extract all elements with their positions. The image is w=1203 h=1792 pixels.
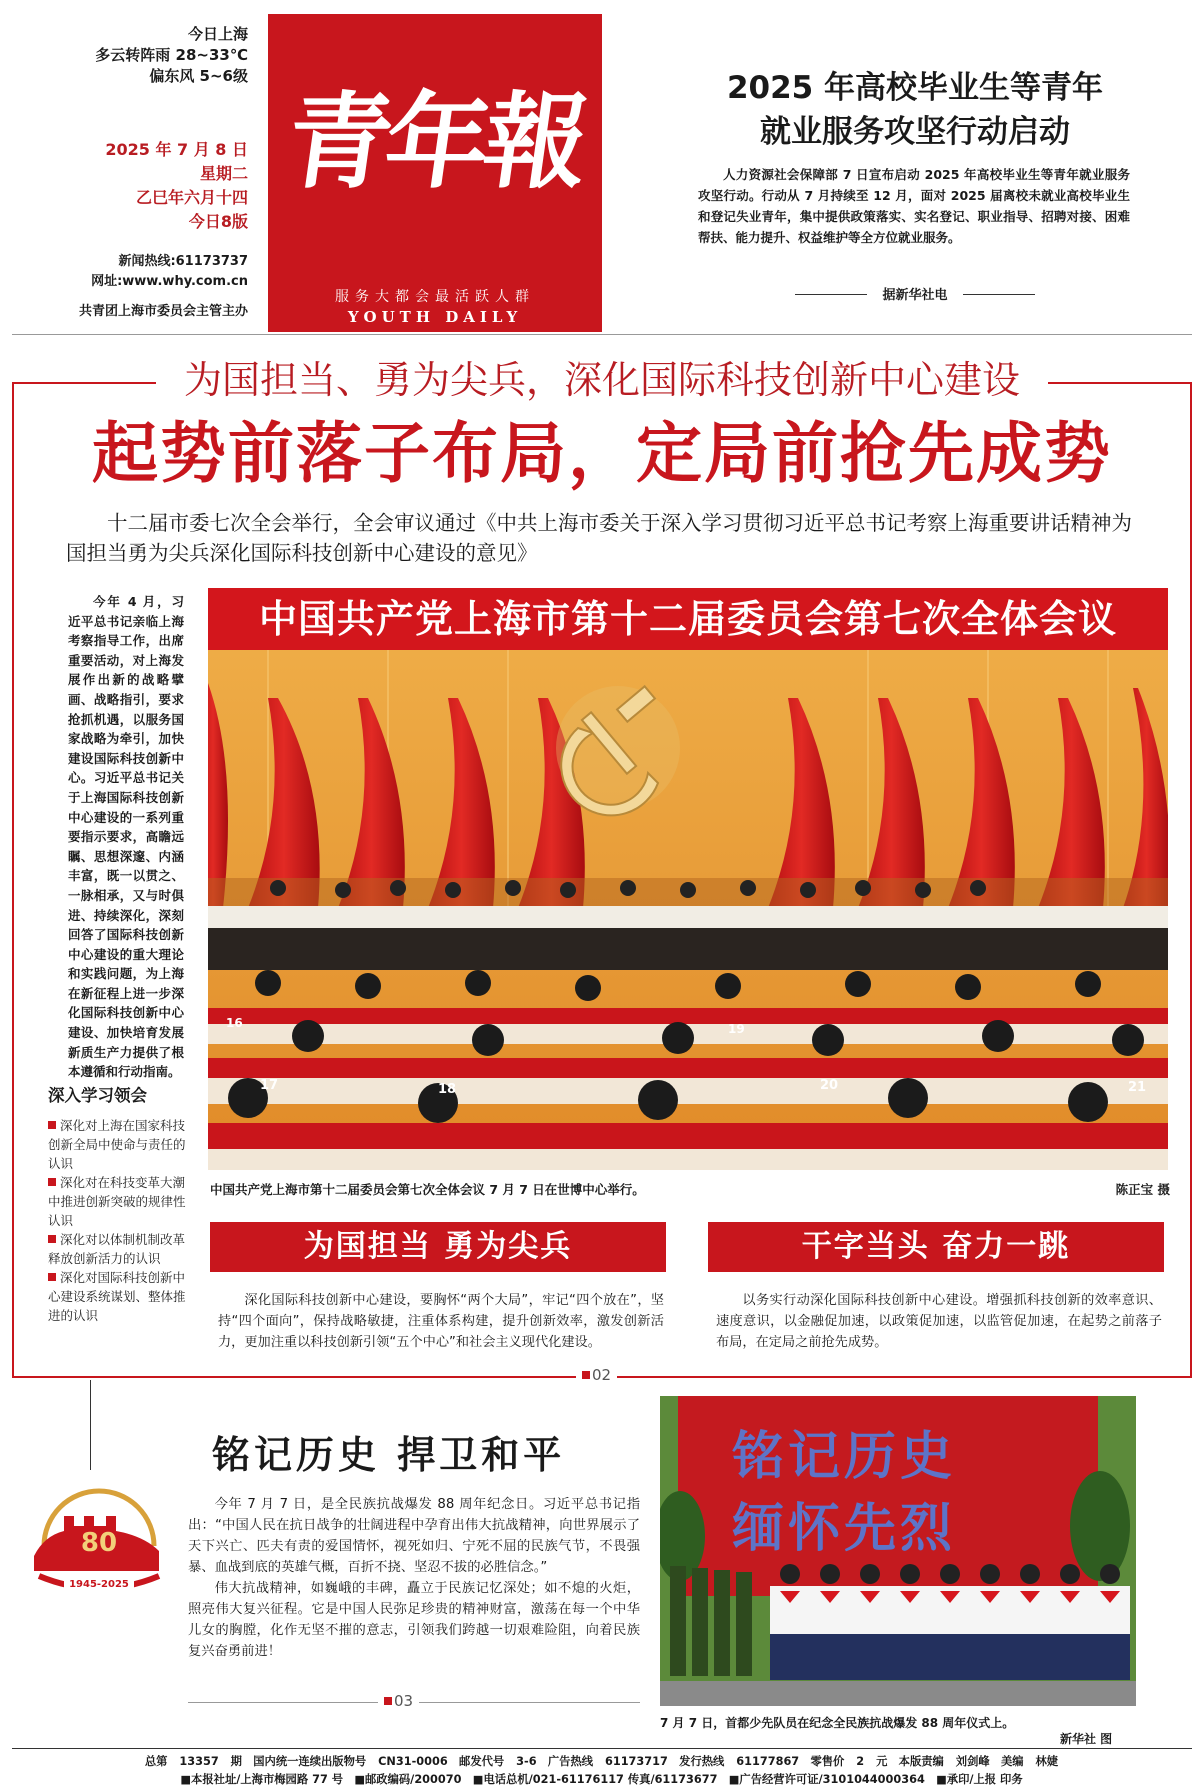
bullet-square-icon — [48, 1273, 56, 1281]
top-news-title-line1: 2025 年高校毕业生等青年 — [726, 70, 1104, 106]
study-item — [48, 1230, 188, 1268]
study-item-text: 深化对以体制机制改革释放创新活力的认识 — [48, 1232, 186, 1266]
study-item-text: 深化对上海在国家科技创新全局中使命与责任的认识 — [48, 1118, 186, 1171]
emblem-number: 80 — [80, 1528, 118, 1558]
memorial-paragraph-1: 今年 7 月 7 日，是全民族抗战爆发 88 周年纪念日。习近平总书记指出：“中国人民在抗日战争的壮阔进程中孕育出伟大抗战精神，向世界展示了天下兴亡、匹夫有责的爱国情怀，视死如归、宁死不屈的民族气节，不畏强暴、血战到底的英雄气概，百折不挠、坚忍不拔的必胜信念。” — [188, 1497, 640, 1575]
date-block — [40, 138, 248, 234]
seat-number: 17 — [260, 1078, 279, 1093]
bullet-square-icon — [48, 1235, 56, 1243]
page-ref-number: 03 — [394, 1692, 414, 1710]
weather-block — [40, 24, 248, 87]
study-item-text: 深化对国际科技创新中心建设系统谋划、整体推进的认识 — [48, 1270, 186, 1323]
date-lunar: 乙巳年六月十四 — [135, 188, 248, 207]
lead-left-column: 今年 4 月，习近平总书记亲临上海考察指导工作，出席重要活动，对上海发展作出新的战略擘画、战略指引，要求抢抓机遇，以服务国家战略为牵引，加快建设国际科技创新中心。习近平总书记关于上海国际科技创新中心建设的一系列重要指示要求，高瞻远瞩、思想深邃、内涵丰富，既一以贯之、一脉相承，又与时俱进、持续深化，深刻回答了国际科技创新中心建设的重大理论和实践问题，为上海在新征程上进一步深化国际科技创新中心建设、加快培育发展新质生产力提供了根本遵循和行动指南。 — [68, 594, 184, 1080]
bullet-square-icon — [48, 1121, 56, 1129]
ceremony-photo-credit: 新华社 图 — [1060, 1732, 1113, 1746]
subsection-text-1: 深化国际科技创新中心建设，要胸怀“两个大局”，牢记“四个放在”，坚持“四个面向”，保持战略敏捷，注重体系构建，提升创新效率，激发创新活力，更加注重以科技创新引领“五个中心”和社会主义现代化建设。 — [218, 1293, 664, 1350]
top-news-title[interactable] — [660, 66, 1170, 154]
study-list — [48, 1116, 188, 1325]
study-item — [48, 1116, 188, 1173]
photo-credit: 陈正宝 摄 — [1115, 1182, 1170, 1197]
lead-kicker: 为国担当、勇为尖兵，深化国际科技创新中心建设 — [183, 358, 1020, 402]
frame-top-right — [1048, 382, 1192, 384]
young-pioneers — [770, 1564, 1130, 1680]
subsection-text-2: 以务实行动深化国际科技创新中心建设。增强抓科技创新的效率意识、速度意识，以金融促加速，以政策促加速，以监管促加速，在起势之前落子布局，在定局之前抢先成势。 — [716, 1293, 1162, 1350]
top-news-source: 据新华社电 — [795, 284, 1035, 304]
masthead[interactable] — [268, 14, 602, 332]
lead-subhead: 十二届市委七次全会举行，全会审议通过《中共上海市委关于深入学习贯彻习近平总书记考察上海重要讲话精神为国担当勇为尖兵深化国际科技创新中心建设的意见》 — [66, 511, 1132, 565]
footer-divider — [12, 1748, 1192, 1749]
weather-wind: 偏东风 5~6级 — [149, 67, 248, 85]
study-section-title: 深入学习领会 — [48, 1086, 147, 1105]
footer-publication-info: 总第 13357 期 国内统一连续出版物号 CN31-0006 邮发代号 3-6 广告热线 61173717 发行热线 61177867 零售价 2 元 本版责编 刘剑峰 美编 林婕 — [144, 1755, 1059, 1768]
seat-number: 18 — [438, 1082, 457, 1097]
photo-banner-text: 中国共产党上海市第十二届委员会第七次全体会议 — [258, 597, 1117, 641]
study-item — [48, 1268, 188, 1325]
emblem-years: 1945-2025 — [69, 1579, 129, 1590]
top-news-body: 人力资源社会保障部 7 日宣布启动 2025 年高校毕业生等青年就业服务攻坚行动。行动从 7 月持续至 12 月，面对 2025 届离校未就业高校毕业生和登记失业青年，集中提供政策落实、实名登记、职业指导、招聘对接、困难帮扶、能力提升、权益维护等全方位就业服务。 — [698, 167, 1130, 245]
study-item-text: 深化对在科技变革大潮中推进创新突破的规律性认识 — [48, 1175, 186, 1228]
page-ref-number: 02 — [592, 1366, 612, 1384]
frame-top-left — [12, 382, 156, 384]
seat-number: 20 — [820, 1078, 839, 1093]
page-reference-02[interactable] — [576, 1366, 617, 1384]
masthead-english: YOUTH DAILY — [347, 308, 523, 326]
date-pages: 今日8版 — [188, 212, 248, 231]
page-ref-square-icon — [582, 1371, 590, 1379]
plenary-session-photo[interactable] — [208, 588, 1168, 1170]
sponsor-line: 共青团上海市委员会主管主办 — [78, 304, 248, 319]
anniversary-emblem — [24, 1476, 174, 1606]
masthead-title: 青年報 — [279, 80, 591, 203]
news-hotline: 新闻热线:61173737 — [118, 254, 248, 269]
website-link[interactable]: 网址:www.why.com.cn — [91, 274, 248, 289]
memorial-ceremony-photo[interactable] — [660, 1396, 1136, 1706]
seat-number: 16 — [226, 1016, 243, 1030]
section-vertical-rule — [90, 1380, 91, 1470]
seat-number: 19 — [728, 1022, 745, 1036]
page-ref-square-icon — [384, 1697, 392, 1705]
memorial-paragraph-2: 伟大抗战精神，如巍峨的丰碑，矗立于民族记忆深处；如不熄的火炬，照亮伟大复兴征程。它是中国人民弥足珍贵的精神财富，激荡在每一个中华儿女的胸膛，化作无坚不摧的意志，引领我们跨越一切艰难险阻，向着民族复兴奋勇前进！ — [188, 1581, 640, 1659]
subsection-banner-2[interactable]: 干字当头 奋力一跳 — [708, 1222, 1164, 1272]
study-item — [48, 1173, 188, 1230]
contact-block — [40, 252, 248, 292]
caption-text: 中国共产党上海市第十二届委员会第七次全体会议 7 月 7 日在世博中心举行。 — [210, 1182, 645, 1197]
page-reference-03[interactable] — [378, 1692, 419, 1710]
top-news-title-line2: 就业服务攻坚行动启动 — [760, 114, 1070, 150]
lead-headline[interactable]: 起势前落子布局，定局前抢先成势 — [92, 415, 1112, 492]
seat-number: 21 — [1128, 1080, 1147, 1095]
memorial-text — [188, 1494, 640, 1662]
ceremony-slogan-line2: 缅怀先烈 — [732, 1499, 957, 1559]
ceremony-slogan-line1: 铭记历史 — [732, 1427, 957, 1487]
plenary-photo-caption — [210, 1180, 1170, 1198]
date-gregorian: 2025 年 7 月 8 日 — [105, 140, 248, 159]
plenary-illustration — [208, 588, 1168, 1170]
masthead-slogan: 服务大都会最活跃人群 — [335, 289, 535, 305]
weather-condition: 多云转阵雨 28~33℃ — [95, 46, 248, 64]
bullet-square-icon — [48, 1178, 56, 1186]
weather-city: 今日上海 — [187, 25, 248, 43]
memorial-title[interactable]: 铭记历史 捍卫和平 — [212, 1432, 566, 1477]
date-weekday: 星期二 — [199, 164, 248, 183]
subsection-banner-1[interactable]: 为国担当 勇为尖兵 — [210, 1222, 666, 1272]
ceremony-photo-caption: 7 月 7 日，首都少先队员在纪念全民族抗战爆发 88 周年仪式上。 — [660, 1716, 1015, 1730]
footer-address-info: ■本报社址/上海市梅园路 77 号 ■邮政编码/200070 ■电话总机/021-61176117 传真/61173677 ■广告经营许可证/3101044000364 ■承印/上报 印务 — [180, 1773, 1023, 1786]
masthead-divider — [12, 334, 1192, 335]
